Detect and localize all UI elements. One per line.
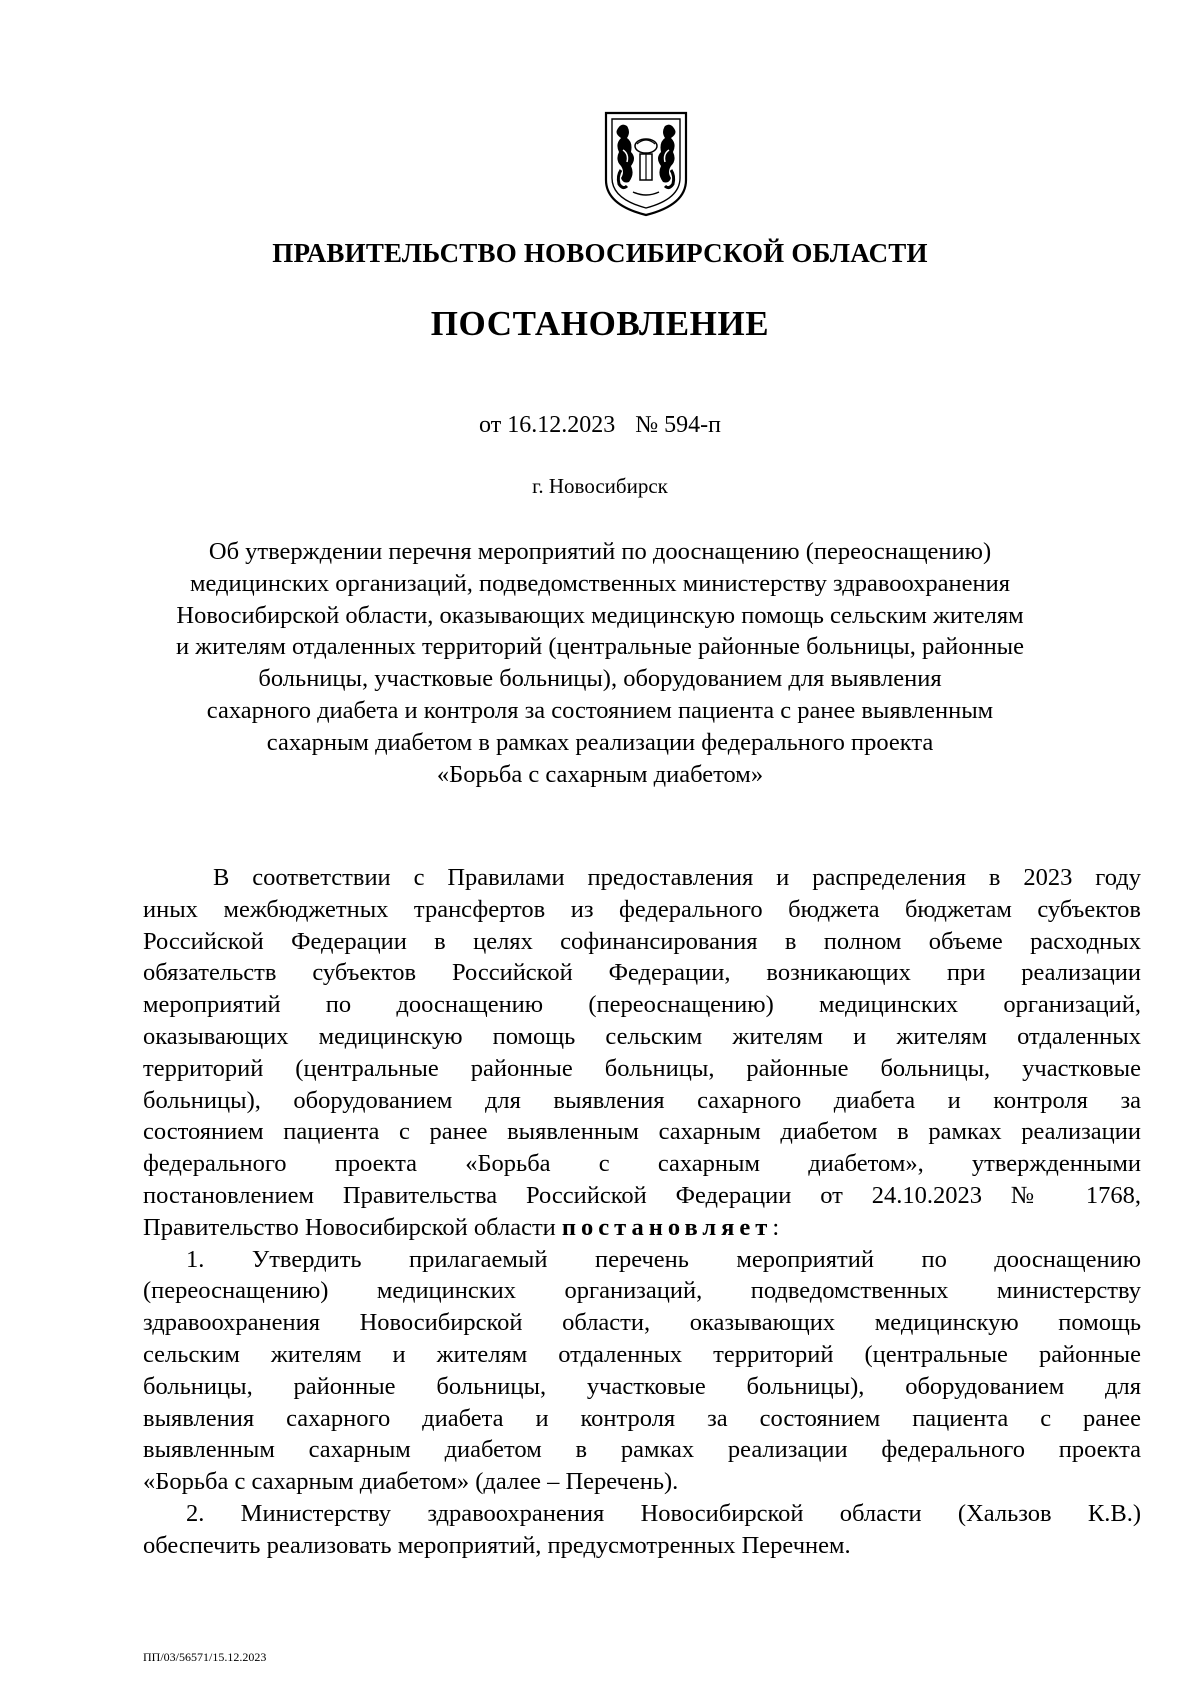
coat-of-arms-icon	[603, 110, 689, 218]
body-line: федерального проекта «Борьба с сахарным диабетом», утвержденными	[143, 1150, 1141, 1178]
subject-line: больницы, участковые больницы), оборудованием для выявления	[258, 665, 942, 693]
decree-line	[143, 1212, 1141, 1244]
body-line: обеспечить реализовать мероприятий, предусмотренных Перечнем.	[143, 1531, 851, 1559]
subject-line: и жителям отдаленных территорий (центральные районные больницы, районные	[175, 633, 1025, 661]
body-line: сельским жителям и жителям отдаленных территорий (центральные районные	[143, 1340, 1141, 1368]
body-line: (переоснащению) медицинских организаций, подведомственных министерству	[143, 1277, 1141, 1305]
city-line: г. Новосибирск	[532, 474, 668, 498]
body-line: постановлением Правительства Российской Федерации от 24.10.2023 № 1768,	[143, 1181, 1141, 1209]
body-line: иных межбюджетных трансфертов из федерального бюджета бюджетам субъектов	[143, 895, 1141, 923]
decree-word: постановляет	[561, 1213, 773, 1241]
body-line: выявленным сахарным диабетом в рамках реализации федерального проекта	[143, 1436, 1141, 1464]
document-type-title: ПОСТАНОВЛЕНИЕ	[430, 304, 770, 343]
subject-line: медицинских организаций, подведомственных министерству здравоохранения	[190, 569, 1010, 597]
body-line: территорий (центральные районные больницы, районные больницы, участковые	[143, 1054, 1141, 1082]
body-line: выявления сахарного диабета и контроля за состоянием пациента с ранее	[143, 1404, 1141, 1432]
subject-line: Новосибирской области, оказывающих медицинскую помощь сельским жителям	[176, 601, 1024, 629]
document-subject	[150, 536, 1050, 790]
document-date: 16.12.2023	[507, 412, 616, 438]
body-line: здравоохранения Новосибирской области, оказывающих медицинскую помощь	[143, 1309, 1141, 1337]
body-line: «Борьба с сахарным диабетом» (далее – Перечень).	[143, 1468, 679, 1496]
item-2-paragraph	[143, 1498, 1141, 1562]
body-line: 2. Министерству здравоохранения Новосибирской области (Хальзов К.В.)	[186, 1499, 1141, 1527]
preamble-paragraph	[143, 862, 1141, 1244]
body-line: 1. Утвердить прилагаемый перечень мероприятий по дооснащению	[186, 1245, 1141, 1273]
subject-line: Об утверждении перечня мероприятий по дооснащению (переоснащению)	[208, 538, 992, 565]
organization-title: ПРАВИТЕЛЬСТВО НОВОСИБИРСКОЙ ОБЛАСТИ	[272, 238, 928, 268]
body-line: оказывающих медицинскую помощь сельским жителям и жителям отдаленных	[143, 1022, 1141, 1050]
decree-colon: :	[772, 1213, 780, 1241]
body-line: Российской Федерации в целях софинансирования в полном объеме расходных	[143, 927, 1141, 955]
date-prefix: от	[479, 412, 502, 438]
body-line: состоянием пациента с ранее выявленным сахарным диабетом в рамках реализации	[143, 1118, 1141, 1146]
government-name: Правительство Новосибирской области	[143, 1213, 556, 1241]
subject-line: сахарным диабетом в рамках реализации федерального проекта	[266, 728, 934, 756]
date-number-line	[0, 412, 1200, 439]
body-line: мероприятий по дооснащению (переоснащению) медицинских организаций,	[143, 991, 1141, 1019]
body-line: В соответствии с Правилами предоставления и распределения в 2023 году	[213, 864, 1141, 891]
subject-line: «Борьба с сахарным диабетом»	[436, 760, 764, 788]
item-1-paragraph	[143, 1244, 1141, 1498]
body-line: больницы, районные больницы, участковые больницы), оборудованием для	[143, 1372, 1141, 1400]
document-number: 594-п	[664, 412, 721, 438]
body-line: обязательств субъектов Российской Федерации, возникающих при реализации	[143, 959, 1141, 987]
document-code: ПП/03/56571/15.12.2023	[143, 1650, 267, 1664]
subject-line: сахарного диабета и контроля за состоянием пациента с ранее выявленным	[206, 696, 994, 724]
document-body	[143, 862, 1141, 1562]
number-sign: №	[635, 412, 659, 438]
body-line: больницы), оборудованием для выявления сахарного диабета и контроля за	[143, 1086, 1141, 1114]
